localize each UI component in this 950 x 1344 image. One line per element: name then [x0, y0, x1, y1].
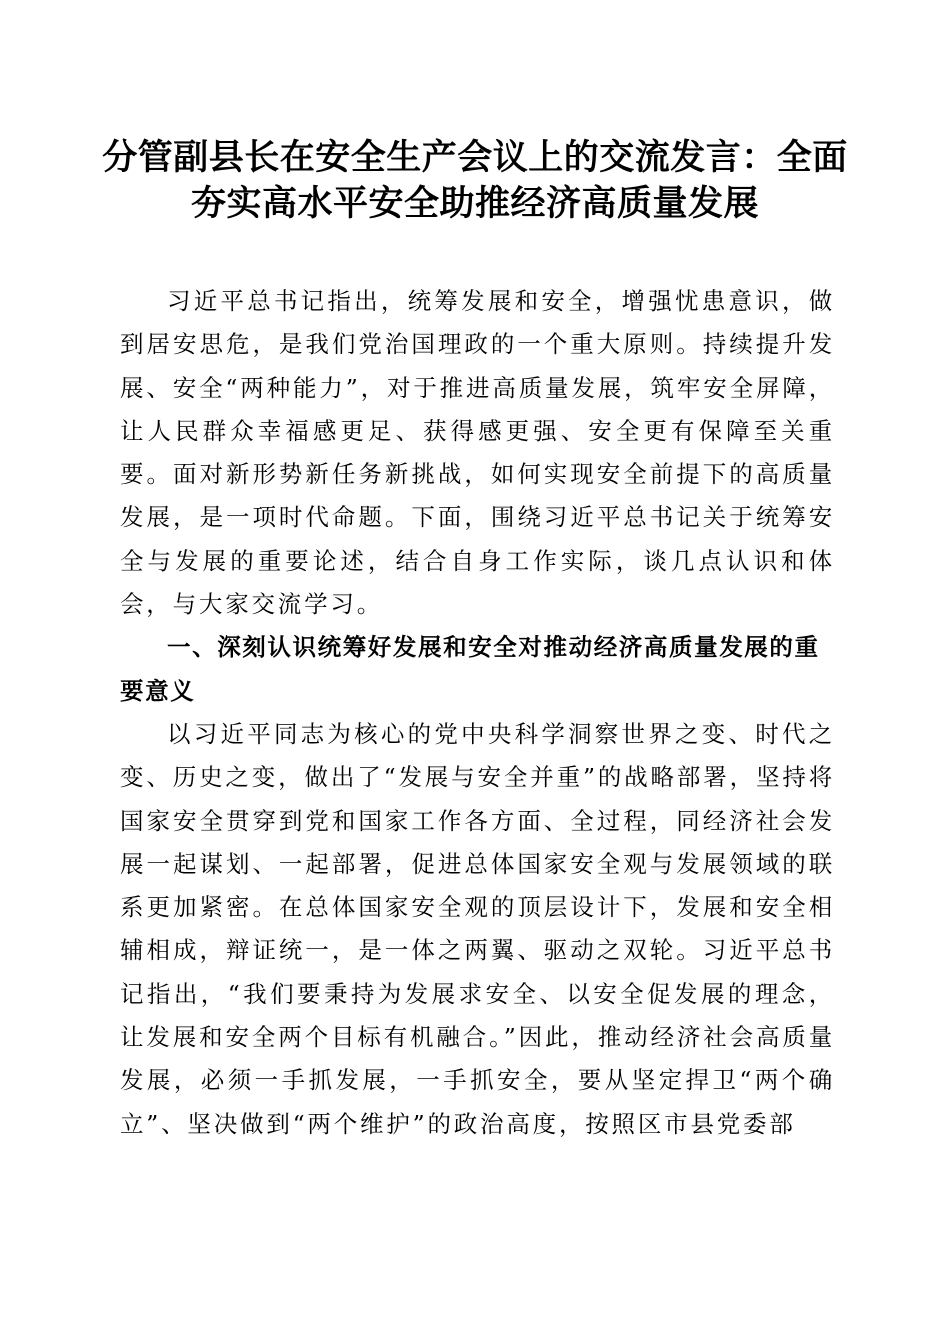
section-paragraph: 以习近平同志为核心的党中央科学洞察世界之变、时代之变、历史之变，做出了“发展与安全并重”的战略部署，坚持将国家安全贯穿到党和国家工作各方面、全过程，同经济社会发展一起谋划、一起部署，促进总体国家安全观与发展领域的联系更加紧密。在总体国家安全观的顶层设计下，发展和安全相辅相成，辩证统一，是一体之两翼、驱动之双轮。习近平总书记指出，“我们要秉持为发展求安全、以安全促发展的理念，让发展和安全两个目标有机融合。”因此，推动经济社会高质量发展，必须一手抓发展，一手抓安全，要从坚定捍卫“两个确立”、坚决做到“两个维护”的政治高度，按照区市县党委部	[120, 719, 835, 1138]
document-title: 分管副县长在安全生产会议上的交流发言：全面夯实高水平安全助推经济高质量发展	[102, 138, 848, 224]
intro-paragraph: 习近平总书记指出，统筹发展和安全，增强忧患意识，做到居安思危，是我们党治国理政的一个重大原则。持续提升发展、安全“两种能力”，对于推进高质量发展，筑牢安全屏障，让人民群众幸福感更足、获得感更强、安全更有保障至关重要。面对新形势新任务新挑战，如何实现安全前提下的高质量发展，是一项时代命题。下面，围绕习近平总书记关于统筹安全与发展的重要论述，结合自身工作实际，谈几点认识和体会，与大家交流学习。	[120, 287, 835, 619]
document-body	[120, 280, 835, 1146]
section-heading: 一、深刻认识统筹好发展和安全对推动经济高质量发展的重要意义	[120, 633, 820, 705]
